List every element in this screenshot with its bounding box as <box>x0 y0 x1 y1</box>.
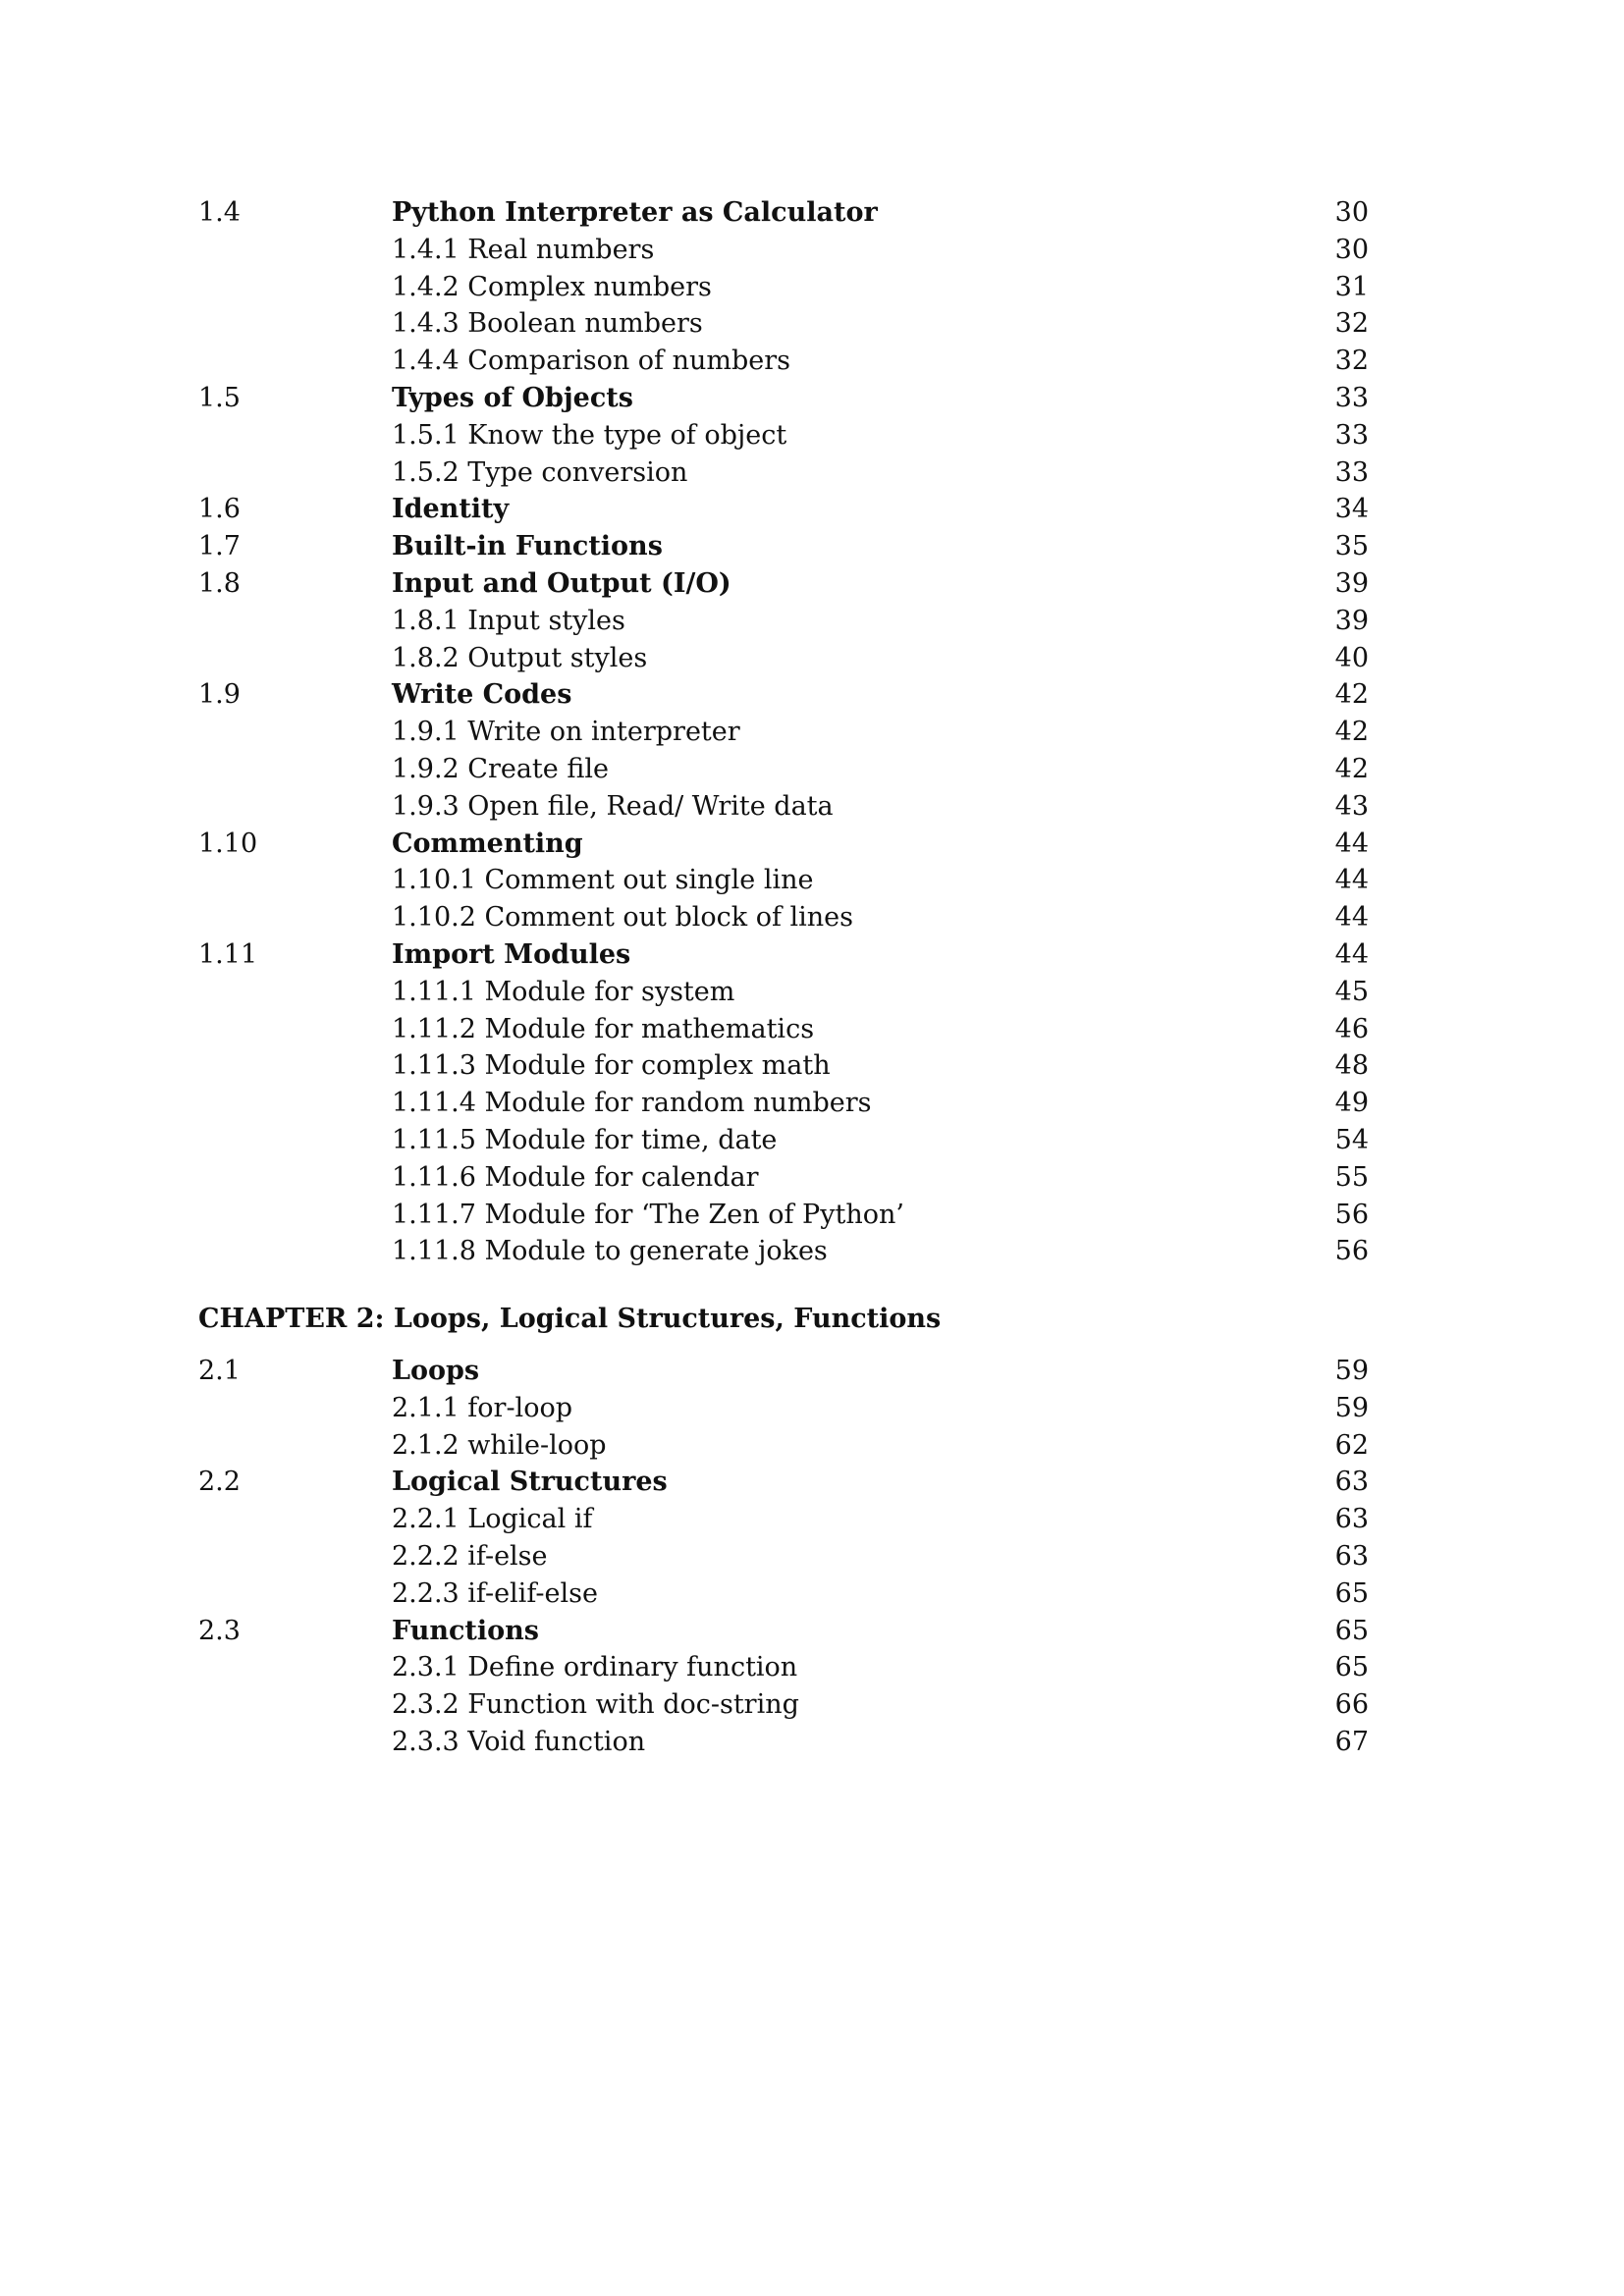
toc-subsection-row <box>198 232 1369 269</box>
toc-subsection-row <box>198 417 1369 454</box>
toc-entry-page-number: 31 <box>1334 271 1369 302</box>
toc-entry-number: 1.4 <box>198 197 241 228</box>
toc-entry-number: 2.2 <box>198 1467 241 1498</box>
toc-entry-page-number: 45 <box>1334 976 1369 1007</box>
toc-subsection-row <box>198 1538 1369 1575</box>
toc-entry-title: 2.3.2 Function with doc-string <box>392 1689 799 1721</box>
toc-entry-number: 2.3 <box>198 1615 241 1646</box>
toc-entry-page-number: 44 <box>1334 902 1369 934</box>
toc-subsection-row <box>198 974 1369 1011</box>
toc-entry-title: Write Codes <box>392 679 572 711</box>
toc-subsection-row <box>198 1686 1369 1724</box>
toc-entry-page-number: 67 <box>1334 1726 1369 1757</box>
toc-entry-page-number: 56 <box>1334 1236 1369 1267</box>
toc-entry-title: 1.11.1 Module for system <box>392 976 735 1007</box>
toc-entry-page-number: 48 <box>1334 1050 1369 1082</box>
toc-entry-number: 1.8 <box>198 567 241 599</box>
toc-section-row <box>198 1353 1369 1390</box>
toc-entry-page-number: 59 <box>1334 1356 1369 1386</box>
toc-entry-page-number: 44 <box>1334 828 1369 859</box>
toc-entry-title: 1.11.6 Module for calendar <box>392 1161 759 1193</box>
chapter-2-heading: CHAPTER 2: Loops, Logical Structures, Functions <box>198 1304 942 1334</box>
toc-entry-page-number: 39 <box>1334 567 1369 599</box>
toc-entry-title: 1.10.2 Comment out block of lines <box>392 902 854 934</box>
toc-entry-page-number: 33 <box>1334 419 1369 451</box>
toc-section-row <box>198 1464 1369 1501</box>
toc-subsection-row <box>198 343 1369 380</box>
toc-subsection-row <box>198 1047 1369 1085</box>
toc-entry-title: 1.4.1 Real numbers <box>392 234 655 265</box>
toc-entry-title: Logical Structures <box>392 1467 668 1498</box>
toc-entry-title: 1.8.2 Output styles <box>392 642 648 673</box>
toc-entry-title: 1.9.1 Write on interpreter <box>392 717 740 748</box>
toc-entry-page-number: 30 <box>1334 197 1369 228</box>
toc-subsection-row <box>198 1390 1369 1427</box>
toc-entry-title: 1.11.4 Module for random numbers <box>392 1088 872 1119</box>
toc-subsection-row <box>198 305 1369 343</box>
toc-entry-title: 2.2.1 Logical if <box>392 1504 593 1535</box>
toc-entry-title: Functions <box>392 1615 539 1646</box>
toc-section-row <box>198 676 1369 714</box>
toc-subsection-row <box>198 1649 1369 1686</box>
toc-entry-page-number: 59 <box>1334 1392 1369 1423</box>
toc-subsection-row <box>198 1011 1369 1048</box>
toc-subsection-row <box>198 640 1369 677</box>
toc-entry-page-number: 32 <box>1334 346 1369 377</box>
toc-subsection-row <box>198 603 1369 640</box>
toc-entry-title: Input and Output (I/O) <box>392 567 731 599</box>
toc-entry-number: 1.6 <box>198 494 241 525</box>
toc-entry-number: 1.11 <box>198 938 258 970</box>
toc-entry-page-number: 55 <box>1334 1161 1369 1193</box>
toc-entry-title: 1.11.8 Module to generate jokes <box>392 1236 828 1267</box>
toc-entry-page-number: 65 <box>1334 1652 1369 1683</box>
toc-entry-title: Commenting <box>392 828 583 859</box>
toc-entry-title: Python Interpreter as Calculator <box>392 197 878 228</box>
toc-entry-page-number: 46 <box>1334 1013 1369 1044</box>
toc-entry-page-number: 65 <box>1334 1577 1369 1609</box>
toc-entry-number: 1.5 <box>198 382 241 413</box>
toc-subsection-row <box>198 899 1369 936</box>
toc-section-row <box>198 194 1369 232</box>
toc-entry-page-number: 42 <box>1334 717 1369 748</box>
chapter-2-toc-list <box>198 1353 1369 1761</box>
toc-entry-number: 1.10 <box>198 828 258 859</box>
toc-entry-title: 1.9.3 Open file, Read/ Write data <box>392 790 834 822</box>
toc-subsection-row <box>198 788 1369 826</box>
toc-section-row <box>198 491 1369 528</box>
toc-section-row <box>198 380 1369 417</box>
toc-entry-page-number: 39 <box>1334 605 1369 636</box>
toc-entry-title: 1.9.2 Create file <box>392 753 609 784</box>
toc-entry-title: 1.4.4 Comparison of numbers <box>392 346 791 377</box>
toc-entry-page-number: 65 <box>1334 1615 1369 1646</box>
toc-entry-title: 2.2.2 if-else <box>392 1540 548 1572</box>
toc-entry-title: Import Modules <box>392 938 631 970</box>
toc-entry-title: Built-in Functions <box>392 531 663 562</box>
toc-subsection-row <box>198 1197 1369 1234</box>
toc-subsection-row <box>198 1233 1369 1270</box>
toc-entry-title: 1.4.2 Complex numbers <box>392 271 712 302</box>
toc-section-row <box>198 1613 1369 1650</box>
toc-entry-title: 1.5.1 Know the type of object <box>392 419 787 451</box>
toc-entry-page-number: 49 <box>1334 1088 1369 1119</box>
toc-entry-page-number: 44 <box>1334 865 1369 896</box>
toc-subsection-row <box>198 1122 1369 1159</box>
toc-entry-title: Loops <box>392 1356 480 1386</box>
toc-entry-title: 1.10.1 Comment out single line <box>392 865 814 896</box>
toc-section-row <box>198 528 1369 565</box>
toc-subsection-row <box>198 714 1369 751</box>
toc-entry-title: Types of Objects <box>392 382 633 413</box>
toc-subsection-row <box>198 454 1369 492</box>
toc-subsection-row <box>198 1501 1369 1538</box>
toc-entry-page-number: 35 <box>1334 531 1369 562</box>
toc-entry-title: 2.1.1 for-loop <box>392 1392 572 1423</box>
toc-entry-title: 1.8.1 Input styles <box>392 605 625 636</box>
toc-entry-page-number: 54 <box>1334 1124 1369 1155</box>
toc-entry-page-number: 42 <box>1334 679 1369 711</box>
toc-entry-page-number: 63 <box>1334 1504 1369 1535</box>
toc-entry-page-number: 32 <box>1334 308 1369 340</box>
toc-section-row <box>198 826 1369 863</box>
toc-section-row <box>198 565 1369 603</box>
toc-entry-title: Identity <box>392 494 510 525</box>
toc-entry-page-number: 63 <box>1334 1540 1369 1572</box>
toc-entry-page-number: 43 <box>1334 790 1369 822</box>
toc-entry-page-number: 40 <box>1334 642 1369 673</box>
toc-subsection-row <box>198 1575 1369 1613</box>
toc-entry-title: 1.11.7 Module for ‘The Zen of Python’ <box>392 1199 904 1230</box>
toc-subsection-row <box>198 1159 1369 1197</box>
toc-entry-page-number: 30 <box>1334 234 1369 265</box>
toc-entry-page-number: 33 <box>1334 456 1369 488</box>
toc-entry-title: 1.4.3 Boolean numbers <box>392 308 703 340</box>
toc-subsection-row <box>198 1427 1369 1465</box>
toc-section-row <box>198 936 1369 974</box>
toc-subsection-row <box>198 862 1369 899</box>
toc-entry-number: 1.7 <box>198 531 241 562</box>
toc-entry-page-number: 44 <box>1334 938 1369 970</box>
chapter-1-toc-list <box>198 194 1369 1270</box>
toc-entry-title: 1.11.2 Module for mathematics <box>392 1013 815 1044</box>
toc-entry-page-number: 34 <box>1334 494 1369 525</box>
toc-entry-title: 2.3.1 Define ordinary function <box>392 1652 798 1683</box>
toc-entry-title: 1.11.3 Module for complex math <box>392 1050 831 1082</box>
toc-entry-title: 1.11.5 Module for time, date <box>392 1124 778 1155</box>
toc-entry-number: 2.1 <box>198 1356 241 1386</box>
toc-entry-page-number: 62 <box>1334 1429 1369 1461</box>
toc-entry-page-number: 63 <box>1334 1467 1369 1498</box>
toc-entry-page-number: 56 <box>1334 1199 1369 1230</box>
toc-entry-title: 2.1.2 while-loop <box>392 1429 607 1461</box>
toc-entry-page-number: 33 <box>1334 382 1369 413</box>
toc-subsection-row <box>198 1724 1369 1761</box>
toc-subsection-row <box>198 269 1369 306</box>
toc-entry-page-number: 66 <box>1334 1689 1369 1721</box>
toc-entry-number: 1.9 <box>198 679 241 711</box>
toc-entry-title: 1.5.2 Type conversion <box>392 456 688 488</box>
toc-subsection-row <box>198 751 1369 788</box>
toc-entry-title: 2.3.3 Void function <box>392 1726 646 1757</box>
toc-entry-title: 2.2.3 if-elif-else <box>392 1577 598 1609</box>
toc-entry-page-number: 42 <box>1334 753 1369 784</box>
toc-subsection-row <box>198 1085 1369 1122</box>
